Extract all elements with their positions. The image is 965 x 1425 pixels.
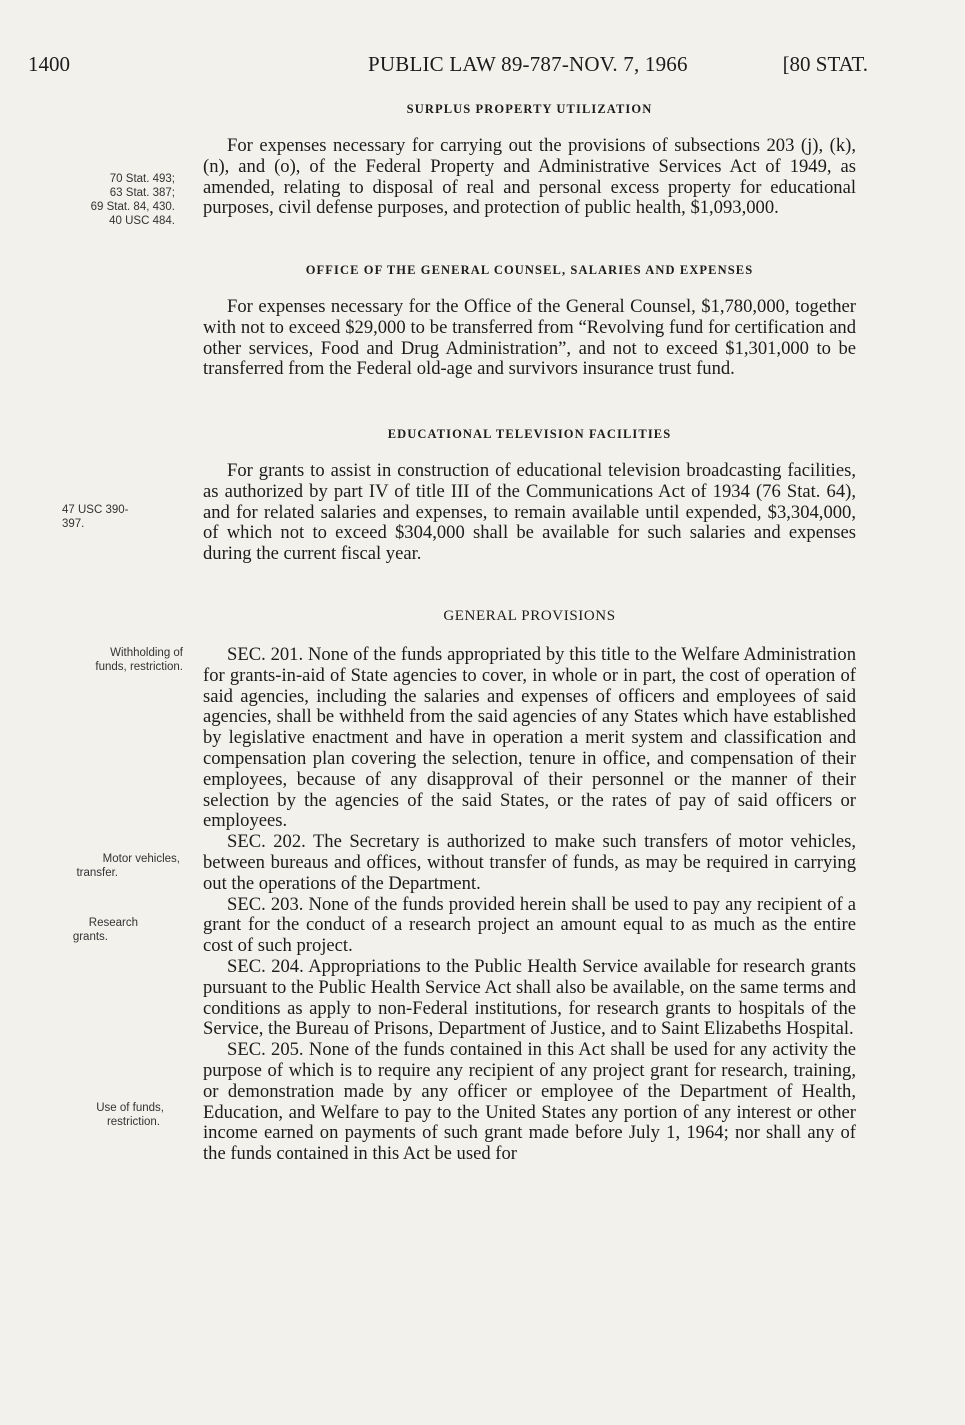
paragraph: For expenses necessary for the Office of the General Counsel, $1,780,000, together with not to exceed $29,000 to be transferred from “Revolving fund for certification and other services, Food and Drug Administration”, and not to exceed $1,301,000 to be transferred from the Federal old-age and survivors insurance trust fund. — [203, 296, 856, 380]
section-label: SEC. 203. — [227, 893, 304, 915]
margin-note-motor-vehicles — [45, 852, 180, 880]
section-surplus — [203, 102, 856, 117]
page-header — [28, 52, 868, 84]
margin-note-line: 69 Stat. 84, 430. — [90, 201, 175, 213]
margin-note-research — [3, 916, 138, 944]
margin-note-line: 397. — [62, 518, 85, 530]
volume-label: [80 STAT. — [782, 52, 868, 76]
paragraph: For expenses necessary for carrying out the provisions of subsections 203 (j), (k), (n), and (o), of the Federal Property and Administrative Services Act of 1949, as amended, relating to disposal of real and personal excess property for educational purposes, civil defense purposes, and protection of public health, $1,093,000. — [203, 135, 856, 219]
section-heading: OFFICE OF THE GENERAL COUNSEL, SALARIES AND EXPENSES — [305, 263, 754, 277]
section-television — [203, 427, 856, 442]
section-text: The Secretary is authorized to make such transfers of motor vehicles, between bureaus and offices, without transfer of funds, as may be required in carrying out the operations of the Department. — [203, 831, 857, 894]
margin-note-line: 40 USC 484. — [109, 215, 175, 227]
margin-note-line: Motor vehicles, — [102, 853, 180, 865]
section-label: SEC. 202. — [227, 831, 306, 853]
margin-note-line: 63 Stat. 387; — [109, 187, 175, 199]
margin-note-line: Use of funds, — [96, 1102, 164, 1114]
section-heading: GENERAL PROVISIONS — [443, 608, 616, 624]
section-counsel-body — [203, 297, 856, 380]
section-text: None of the funds appropriated by this title to the Welfare Administration for grants-in-aid of State agencies to cover, in whole or in part, the cost of operation of said agencies, including the salaries and expenses of officers and employees of said agencies, shall be withheld from the said agencies of any States which have established by legislative enactment and have in operation a merit system and classification and compensation plan covering the selection, tenure in office, and compensation of their employees, because of any disapproval of their personnel or the manner of their selection by the agencies of the said States, or the rates of pay of said officers or employees. — [203, 644, 857, 832]
section-heading: EDUCATIONAL TELEVISION FACILITIES — [387, 427, 672, 441]
section-surplus-body — [203, 136, 856, 219]
section-label: SEC. 204. — [227, 955, 304, 977]
paragraph-sec-205 — [203, 1040, 856, 1165]
section-counsel — [203, 263, 856, 278]
page-number: 1400 — [28, 52, 70, 76]
section-general — [203, 608, 856, 625]
margin-note-line: Withholding of — [110, 647, 183, 659]
paragraph-sec-203 — [203, 895, 856, 957]
paragraph-sec-204 — [203, 957, 856, 1040]
section-text: None of the funds contained in this Act shall be used for any activity the purpose of which is to require any recipient of any project grant for research, training, or demonstration made by any officer or employee of the Department of Health, Education, and Welfare to pay to the United States any portion of any interest or other income earned on payments of such grant made before July 1, 1964; nor shall any of the funds contained in this Act be used for — [203, 1039, 856, 1165]
margin-note-use-of-funds — [29, 1101, 164, 1129]
margin-note-usc — [62, 503, 197, 531]
section-heading: SURPLUS PROPERTY UTILIZATION — [406, 102, 653, 116]
paragraph-sec-202 — [203, 832, 856, 894]
margin-note-line: Research — [88, 917, 138, 929]
paragraph-sec-201 — [203, 645, 856, 832]
section-text: None of the funds provided herein shall be used to pay any recipient of a grant for the conduct of a research project an amount equal to as much as the entire cost of such project. — [203, 893, 857, 957]
margin-note-line: funds, restriction. — [95, 661, 183, 673]
section-label: SEC. 205. — [227, 1039, 304, 1061]
margin-note-line: restriction. — [106, 1116, 160, 1128]
section-text: Appropriations to the Public Health Service available for research grants pursuant to the Public Health Service Act shall also be available, on the same terms and conditions as apply to non-Federal institutions, for research grants to hospitals of the Service, the Bureau of Prisons, Department of Justice, and to Saint Elizabeths Hospital. — [203, 955, 857, 1040]
margin-note-line: transfer. — [76, 867, 118, 879]
section-general-body — [203, 645, 856, 1165]
margin-note-line: 70 Stat. 493; — [109, 173, 175, 185]
margin-note-line: grants. — [72, 931, 108, 943]
paragraph: For grants to assist in construction of educational television broadcasting facilities, as authorized by part IV of title III of the Communications Act of 1934 (76 Stat. 64), and for related salaries and expenses, to remain available until expended, $3,304,000, of which not to exceed $304,000 shall be available for such salaries and expenses during the current fiscal year. — [203, 460, 856, 565]
margin-note-line: 47 USC 390- — [62, 504, 129, 516]
margin-note-citations — [40, 172, 175, 228]
section-label: SEC. 201. — [227, 644, 304, 665]
section-television-body — [203, 461, 856, 565]
margin-note-withholding — [48, 646, 183, 674]
running-title: PUBLIC LAW 89-787-NOV. 7, 1966 — [368, 52, 688, 76]
